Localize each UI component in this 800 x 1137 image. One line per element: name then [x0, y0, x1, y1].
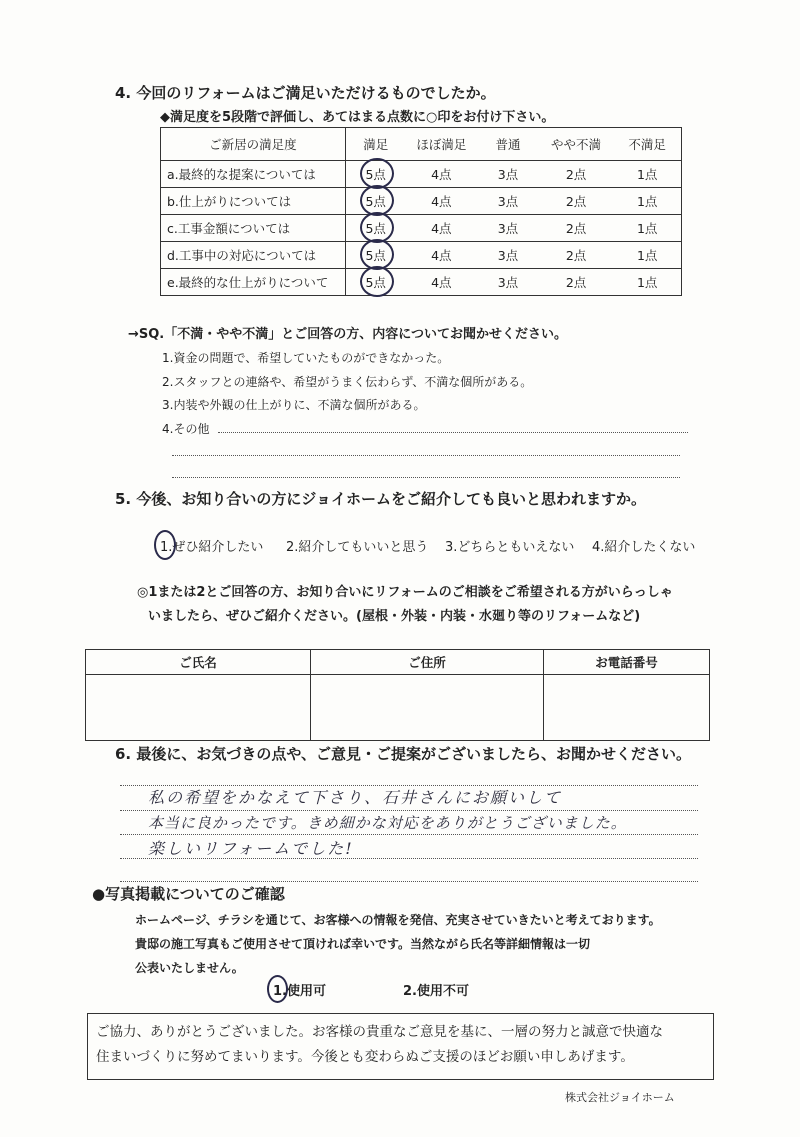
score-1[interactable]: 1点: [613, 269, 681, 296]
header-col-5: 不満足: [613, 128, 681, 161]
q5-option-3[interactable]: 3.どちらともいえない: [445, 540, 575, 555]
other-line[interactable]: [172, 477, 680, 478]
closing-text: 住まいづくりに努めてまいります。今後とも変わらぬご支援のほどお願い申しあげます。: [96, 1049, 634, 1065]
photo-text: 貴邸の施工写真もご使用させて頂ければ幸いです。当然ながら氏名等詳細情報は一切: [135, 937, 591, 951]
score-2[interactable]: 2点: [539, 188, 614, 215]
score-2[interactable]: 2点: [539, 215, 614, 242]
score-1[interactable]: 1点: [613, 161, 681, 188]
sq-title: →SQ.「不満・やや不満」とご回答の方、内容についてお聞かせください。: [128, 327, 567, 342]
score-4[interactable]: 4点: [406, 269, 478, 296]
photo-title: ●写真掲載についてのご確認: [92, 885, 285, 903]
contact-phone-field[interactable]: [544, 675, 710, 741]
q5-option-1[interactable]: 1.ぜひ紹介したい: [160, 536, 263, 555]
header-col-2: ほぼ満足: [406, 128, 478, 161]
comment-line[interactable]: [120, 834, 698, 835]
score-2[interactable]: 2点: [539, 242, 614, 269]
q5-note: いましたら、ぜひご紹介ください。(屋根・外装・内装・水廻り等のリフォームなど): [148, 609, 641, 624]
score-1[interactable]: 1点: [613, 242, 681, 269]
satisfaction-table: [160, 127, 682, 296]
q4-title: 4. 今回のリフォームはご満足いただけるものでしたか。: [115, 84, 496, 102]
score-3[interactable]: 3点: [477, 161, 539, 188]
score-2[interactable]: 2点: [539, 161, 614, 188]
header-col-4: やや不満: [539, 128, 614, 161]
comment-line[interactable]: [120, 881, 698, 882]
q6-title: 6. 最後に、お気づきの点や、ご意見・ご提案がございましたら、お聞かせください。: [115, 745, 692, 763]
contact-header-address: ご住所: [311, 650, 544, 675]
company-name: 株式会社ジョイホーム: [565, 1091, 675, 1104]
score-1[interactable]: 1点: [613, 215, 681, 242]
score-5[interactable]: 5点: [345, 215, 405, 242]
score-3[interactable]: 3点: [477, 242, 539, 269]
q4-instruction: ◆満足度を5段階で評価し、あてはまる点数に○印をお付け下さい。: [160, 110, 555, 125]
row-label: e.最終的な仕上がりについて: [161, 269, 346, 296]
satisfaction-header-row: [161, 128, 682, 161]
sq-option-3[interactable]: 3.内装や外観の仕上がりに、不満な個所がある。: [162, 398, 426, 412]
photo-text: ホームページ、チラシを通じて、お客様への情報を発信、充実させていきたいと考えております。: [135, 913, 661, 927]
score-4[interactable]: 4点: [406, 161, 478, 188]
score-4[interactable]: 4点: [406, 215, 478, 242]
row-label: c.工事金額については: [161, 215, 346, 242]
score-4[interactable]: 4点: [406, 242, 478, 269]
header-label: ご新居の満足度: [161, 128, 346, 161]
score-3[interactable]: 3点: [477, 215, 539, 242]
q5-title: 5. 今後、お知り合いの方にジョイホームをご紹介しても良いと思われますか。: [115, 490, 647, 508]
header-col-1: 満足: [345, 128, 405, 161]
sq-option-4[interactable]: 4.その他: [162, 422, 210, 436]
closing-text: ご協力、ありがとうございました。お客様の貴重なご意見を基に、一層の努力と誠意で快適な: [96, 1024, 663, 1040]
contact-header-name: ご氏名: [86, 650, 311, 675]
table-row: [161, 161, 682, 188]
comment-line[interactable]: [120, 810, 698, 811]
sq-option-1[interactable]: 1.資金の問題で、希望していたものができなかった。: [162, 351, 450, 365]
score-5[interactable]: 5点: [345, 242, 405, 269]
score-3[interactable]: 3点: [477, 269, 539, 296]
selected-circle: [267, 975, 288, 1003]
photo-text: 公表いたしません。: [135, 961, 244, 975]
score-2[interactable]: 2点: [539, 269, 614, 296]
contact-name-field[interactable]: [86, 675, 311, 741]
contact-address-field[interactable]: [311, 675, 544, 741]
row-label: a.最終的な提案については: [161, 161, 346, 188]
q5-note: ◎1または2とご回答の方、お知り合いにリフォームのご相談をご希望される方がいらっしゃ: [137, 585, 673, 600]
other-line[interactable]: [172, 455, 680, 456]
selected-circle: [360, 266, 394, 297]
header-col-3: 普通: [477, 128, 539, 161]
row-label: d.工事中の対応については: [161, 242, 346, 269]
handwritten-comment: 楽しいリフォームでした!: [148, 839, 354, 858]
table-row: [161, 215, 682, 242]
handwritten-comment: 私の希望をかなえて下さり、石井さんにお願いして: [148, 788, 563, 807]
photo-option-1[interactable]: 1.使用可: [273, 980, 326, 999]
score-4[interactable]: 4点: [406, 188, 478, 215]
contact-header-phone: お電話番号: [544, 650, 710, 675]
other-line[interactable]: [218, 432, 688, 433]
table-row: [161, 269, 682, 296]
closing-box: [87, 1013, 714, 1080]
score-1[interactable]: 1点: [613, 188, 681, 215]
q5-option-4[interactable]: 4.紹介したくない: [592, 540, 696, 555]
score-5[interactable]: 5点: [345, 188, 405, 215]
score-3[interactable]: 3点: [477, 188, 539, 215]
table-row: [161, 242, 682, 269]
score-5[interactable]: 5点: [345, 269, 405, 296]
row-label: b.仕上がりについては: [161, 188, 346, 215]
sq-option-2[interactable]: 2.スタッフとの連絡や、希望がうまく伝わらず、不満な個所がある。: [162, 375, 533, 389]
q5-option-2[interactable]: 2.紹介してもいいと思う: [286, 540, 429, 555]
handwritten-comment: 本当に良かったです。きめ細かな対応をありがとうございました。: [148, 814, 627, 832]
contact-table: [85, 649, 710, 741]
score-5[interactable]: 5点: [345, 161, 405, 188]
selected-circle: [154, 530, 176, 560]
table-row: [161, 188, 682, 215]
photo-option-2[interactable]: 2.使用不可: [403, 984, 469, 999]
